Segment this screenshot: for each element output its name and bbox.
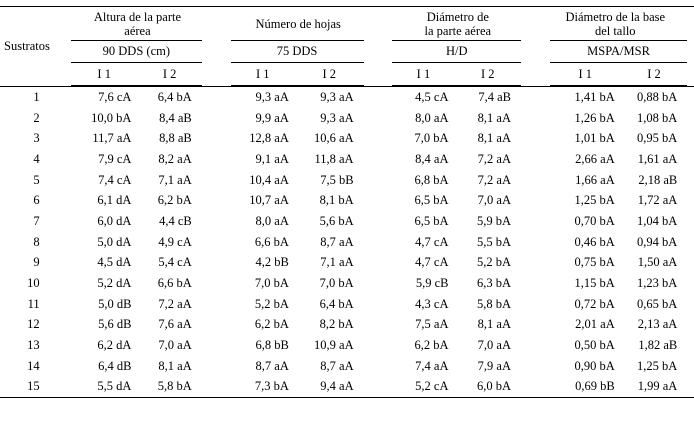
table-cell: 6,8 bB: [255, 338, 289, 353]
table-cell: 5,5 bA: [476, 234, 511, 249]
table-cell: 8,7 aA: [320, 234, 354, 249]
table-cell: 7,3 bA: [231, 377, 295, 398]
table-cell: 8,1 aA: [477, 110, 511, 125]
table-row: [0, 356, 694, 377]
table-cell: 6,0 bA: [454, 377, 521, 398]
table-row: [0, 294, 694, 315]
table-row: [0, 108, 694, 129]
table-row: [0, 377, 694, 398]
table-cell: 8,1 aA: [477, 317, 511, 332]
table-cell: 7,6 aA: [158, 317, 192, 332]
table-cell: 7,2 aA: [477, 151, 511, 166]
table-cell: 6,4 bA: [157, 89, 192, 104]
table-cell: 7,4 aB: [478, 89, 511, 104]
table-cell: 2,18 aB: [638, 172, 678, 187]
table-cell: 9,3 aA: [320, 89, 354, 104]
i2-label: I 2: [295, 63, 364, 86]
table-row: [0, 253, 694, 274]
table-cell: 5,2 bA: [476, 255, 511, 270]
group-sub-diametro-aerea: H/D: [392, 41, 521, 63]
row-number: 15: [0, 377, 58, 398]
row-number: 12: [27, 317, 40, 332]
table-cell: 7,4 aA: [415, 358, 449, 373]
table-cell: 6,0 dA: [97, 213, 132, 228]
table-cell: 0,69 bB: [550, 377, 621, 398]
table-cell: 1,82 aB: [638, 338, 678, 353]
table-cell: 12,8 aA: [249, 131, 289, 146]
table-cell: 4,4 cB: [159, 213, 192, 228]
table-row: [0, 190, 694, 211]
table-cell: 5,2 bA: [254, 296, 289, 311]
table-cell: 6,6 bA: [254, 234, 289, 249]
table-cell: 6,2 bA: [414, 338, 449, 353]
table-cell: 5,4 cA: [158, 255, 192, 270]
table-cell: 10,4 aA: [249, 172, 289, 187]
group-title-diametro-base: Diámetro de la base del tallo: [537, 7, 694, 41]
table-cell: 5,6 dB: [98, 317, 132, 332]
table-cell: 1,72 aA: [637, 193, 678, 208]
table-cell: 1,01 bA: [574, 131, 615, 146]
row-number: 11: [27, 296, 40, 311]
table-cell: 0,75 bA: [574, 255, 615, 270]
table-cell: 9,4 aA: [295, 377, 364, 398]
table-row: [0, 170, 694, 191]
group-title-altura: Altura de la parte aérea: [58, 7, 218, 41]
table-cell: 4,3 cA: [415, 296, 449, 311]
row-number: 13: [27, 338, 40, 353]
row-number: 9: [33, 255, 40, 270]
i1-label: I 1: [231, 63, 295, 86]
group-title-hojas: Número de hojas: [217, 7, 379, 41]
table-cell: 5,2 dA: [97, 276, 132, 291]
table-cell: 0,88 bA: [636, 89, 678, 104]
table-cell: 8,4 aB: [159, 110, 192, 125]
i2-label: I 2: [621, 63, 688, 86]
table-cell: 6,4 dB: [98, 358, 132, 373]
table-cell: 9,3 aA: [320, 110, 354, 125]
table-cell: 7,1 aA: [320, 255, 354, 270]
row-number: 6: [33, 193, 40, 208]
table-row: [0, 128, 694, 149]
table-cell: 2,01 aA: [575, 317, 615, 332]
table-cell: 6,2 dA: [97, 338, 132, 353]
table-row: [0, 315, 694, 336]
table-cell: 0,50 bA: [574, 338, 615, 353]
table-cell: 8,7 aA: [255, 358, 289, 373]
table-cell: 6,5 bA: [414, 193, 449, 208]
table-cell: 6,8 bA: [414, 172, 449, 187]
table-cell: 8,2 bA: [319, 317, 354, 332]
table-cell: 0,65 bA: [636, 296, 678, 311]
table-cell: 1,41 bA: [574, 89, 615, 104]
table-cell: 1,61 aA: [637, 151, 678, 166]
table-cell: 7,6 cA: [98, 89, 132, 104]
table-cell: 9,3 aA: [255, 89, 289, 104]
table-cell: 5,5 dA: [71, 377, 138, 398]
table-cell: 4,2 bB: [255, 255, 289, 270]
table-cell: 1,25 bA: [636, 358, 678, 373]
table-row: [0, 87, 694, 108]
table-cell: 7,0 aA: [158, 338, 192, 353]
table-cell: 10,6 aA: [314, 131, 354, 146]
table-cell: 0,46 bA: [574, 234, 615, 249]
group-sub-diametro-base: MSPA/MSR: [550, 41, 687, 63]
table-cell: 7,0 aA: [477, 338, 511, 353]
table-cell: 7,0 aA: [477, 193, 511, 208]
table-cell: 5,2 cA: [392, 377, 454, 398]
table-cell: 8,4 aA: [415, 151, 449, 166]
table-cell: 1,15 bA: [574, 276, 615, 291]
table-cell: 7,2 aA: [477, 172, 511, 187]
table-cell: 5,9 bA: [476, 213, 511, 228]
table-cell: 7,2 aA: [158, 296, 192, 311]
table-cell: 11,7 aA: [92, 131, 132, 146]
table-cell: 6,3 bA: [476, 276, 511, 291]
table-cell: 7,4 cA: [98, 172, 132, 187]
row-number: 2: [33, 110, 40, 125]
table-cell: 0,95 bA: [636, 131, 678, 146]
table-cell: 8,0 aA: [255, 213, 289, 228]
table-cell: 6,5 bA: [414, 213, 449, 228]
table-cell: 5,0 dA: [97, 234, 132, 249]
table-cell: 7,9 cA: [98, 151, 132, 166]
table-cell: 5,0 dB: [98, 296, 132, 311]
table-cell: 5,8 bA: [137, 377, 201, 398]
group-sub-hojas: 75 DDS: [231, 41, 364, 63]
table-cell: 4,5 cA: [415, 89, 449, 104]
table-row: [0, 149, 694, 170]
group-sub-altura: 90 DDS (cm): [71, 41, 202, 63]
table-cell: 8,2 aA: [158, 151, 192, 166]
table-cell: 1,08 bA: [636, 110, 678, 125]
table-cell: 9,1 aA: [255, 151, 289, 166]
i2-label: I 2: [454, 63, 521, 86]
table-cell: 8,0 aA: [415, 110, 449, 125]
table-row: [0, 335, 694, 356]
i1-label: I 1: [550, 63, 621, 86]
table-row: [0, 211, 694, 232]
table-cell: 5,8 bA: [476, 296, 511, 311]
row-number: 5: [33, 172, 40, 187]
row-number: 8: [33, 234, 40, 249]
i1-label: I 1: [392, 63, 454, 86]
table-cell: 4,7 cA: [415, 255, 449, 270]
table-cell: 0,72 bA: [574, 296, 615, 311]
table-cell: 0,70 bA: [574, 213, 615, 228]
row-number: 14: [27, 358, 40, 373]
i1-label: I 1: [71, 63, 138, 86]
table-cell: 9,9 aA: [255, 110, 289, 125]
table-cell: 2,66 aA: [575, 151, 615, 166]
table-cell: 6,1 dA: [97, 193, 132, 208]
table-cell: 1,50 aA: [637, 255, 678, 270]
table-cell: 7,0 bA: [414, 131, 449, 146]
table-cell: 10,7 aA: [249, 193, 289, 208]
table-cell: 1,23 bA: [636, 276, 678, 291]
table-cell: 7,5 aA: [415, 317, 449, 332]
row-number: 1: [33, 89, 40, 104]
table-row: [0, 232, 694, 253]
table-cell: 8,1 aA: [158, 358, 192, 373]
table-cell: 5,6 bA: [319, 213, 354, 228]
table-cell: 1,99 aA: [621, 377, 688, 398]
table-cell: 10,9 aA: [314, 338, 354, 353]
results-table: [0, 6, 694, 398]
row-number: 7: [33, 213, 40, 228]
table-cell: 7,0 bA: [319, 276, 354, 291]
table-cell: 1,66 aA: [575, 172, 615, 187]
table-cell: 2,13 aA: [637, 317, 678, 332]
table-cell: 4,7 cA: [415, 234, 449, 249]
table-cell: 0,94 bA: [636, 234, 678, 249]
group-title-diametro-aerea: Diámetro de la parte aérea: [379, 7, 536, 41]
table-cell: 0,90 bA: [574, 358, 615, 373]
table-cell: 1,26 bA: [574, 110, 615, 125]
table-cell: 1,04 bA: [636, 213, 678, 228]
table-cell: 7,0 bA: [254, 276, 289, 291]
table-row: [0, 273, 694, 294]
table-cell: 8,1 aA: [477, 131, 511, 146]
table-cell: 4,5 dA: [97, 255, 132, 270]
table-cell: 10,0 bA: [91, 110, 132, 125]
table-cell: 7,9 aA: [477, 358, 511, 373]
table-cell: 8,1 bA: [319, 193, 354, 208]
table-cell: 8,8 aB: [159, 131, 192, 146]
table-cell: 6,2 bA: [157, 193, 192, 208]
table-cell: 6,4 bA: [319, 296, 354, 311]
row-number: 3: [33, 131, 40, 146]
table-cell: 11,8 aA: [314, 151, 354, 166]
row-number: 4: [33, 151, 40, 166]
table-cell: 7,1 aA: [158, 172, 192, 187]
table-cell: 6,2 bA: [254, 317, 289, 332]
table-cell: 8,7 aA: [320, 358, 354, 373]
table-cell: 6,6 bA: [157, 276, 192, 291]
row-header-sustratos: Sustratos: [0, 7, 58, 86]
table-body: [0, 87, 694, 398]
table-cell: 7,5 bB: [320, 172, 354, 187]
i2-label: I 2: [137, 63, 201, 86]
table-cell: 4,9 cA: [158, 234, 192, 249]
row-number: 10: [27, 276, 40, 291]
table-cell: 5,9 cB: [415, 276, 449, 291]
table-cell: 1,25 bA: [574, 193, 615, 208]
